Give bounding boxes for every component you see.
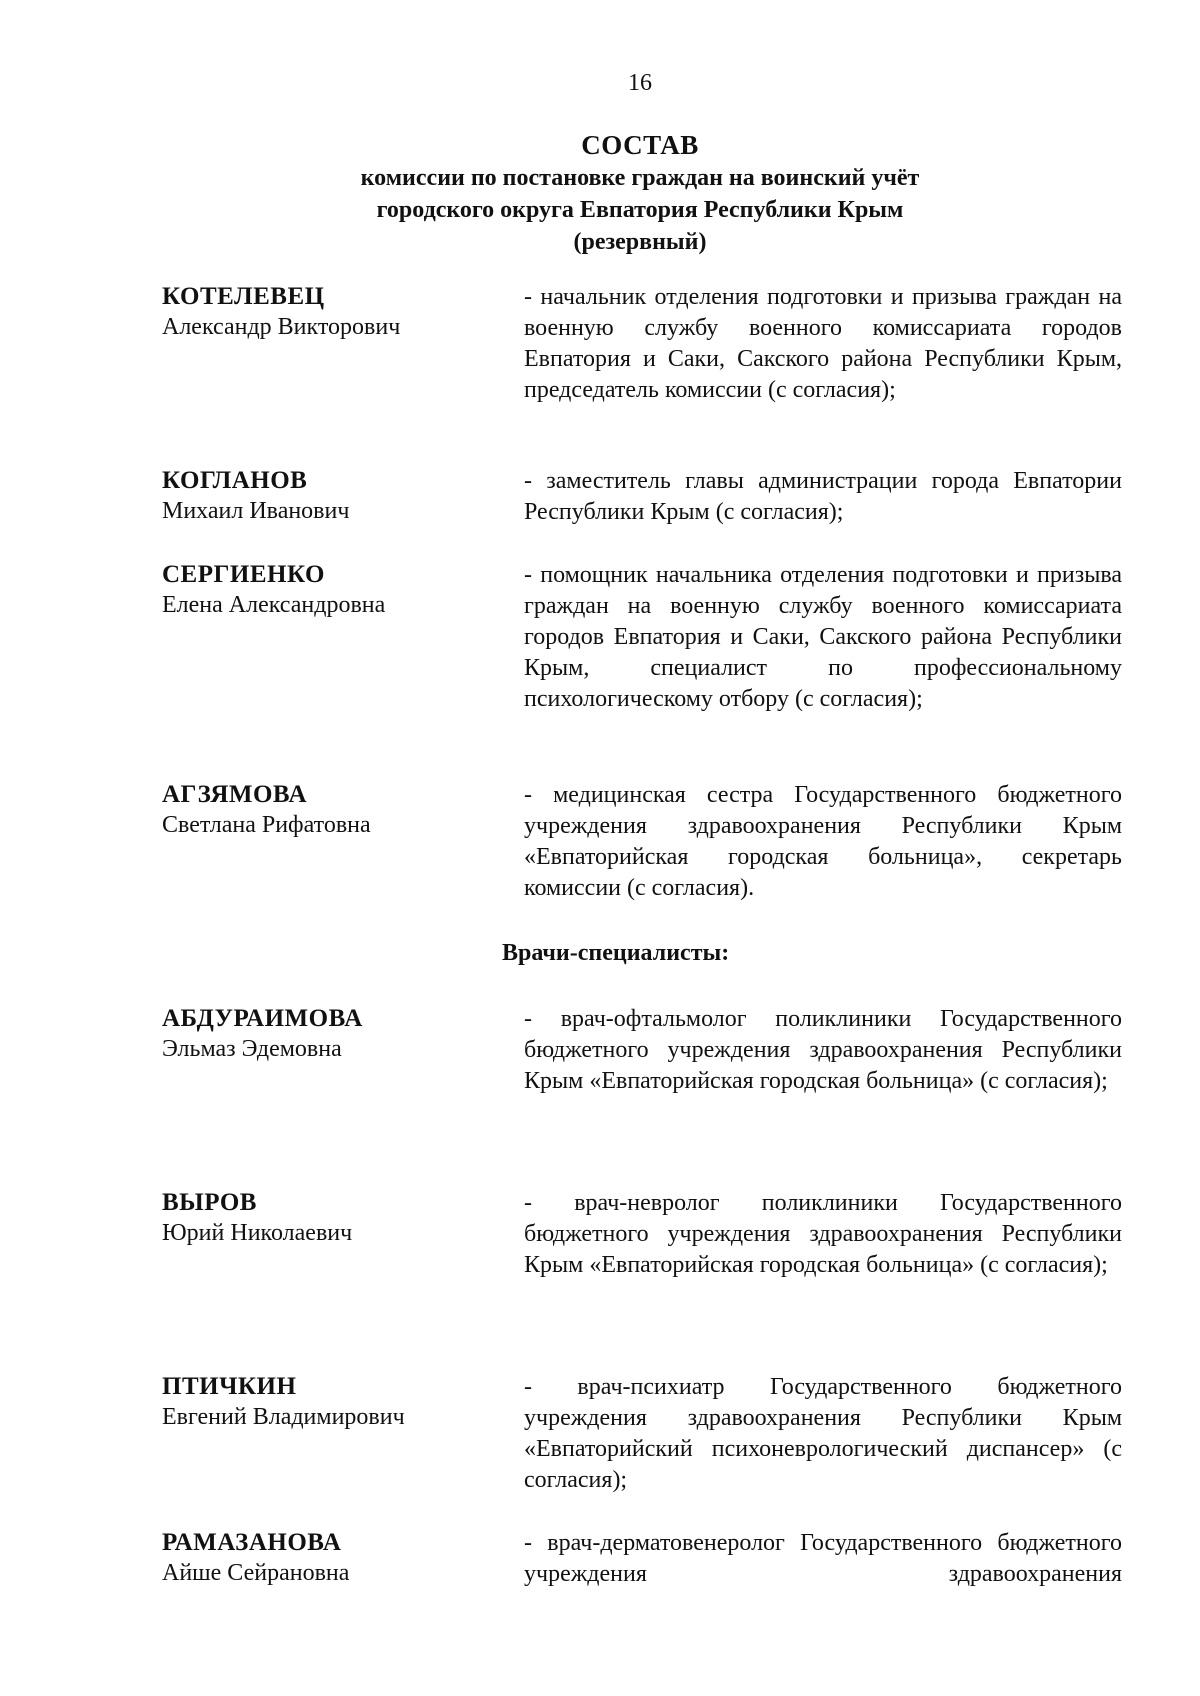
member-surname: КОТЕЛЕВЕЦ [162, 283, 325, 310]
doctor-role: - врач-психиатр Государственного бюджетного учреждения здравоохранения Республики Крым «Евпаторийский психоневрологический диспансер» (с согласия); [524, 1374, 1122, 1493]
title-line-1: комиссии по постановке граждан на воинский учёт [360, 165, 920, 191]
member-person [162, 560, 522, 621]
doctor-surname: АБДУРАИМОВА [162, 1005, 363, 1032]
member-given-name: Елена Александровна [162, 592, 386, 618]
doctor-entry [162, 1528, 1122, 1592]
doctor-entry [162, 1188, 1122, 1348]
member-entry [162, 560, 1122, 750]
doctor-surname: РАМАЗАНОВА [162, 1529, 342, 1556]
doctor-entry [162, 1372, 1122, 1500]
member-given-name: Александр Викторович [162, 314, 401, 340]
member-surname: КОГЛАНОВ [162, 467, 308, 494]
member-entry [162, 282, 1122, 442]
doctor-person [162, 1004, 522, 1065]
doctor-role: - врач-дерматовенеролог Государственного бюджетного учреждения здравоохранения [524, 1530, 1122, 1587]
member-person [162, 282, 522, 343]
page-number: 16 [628, 70, 652, 96]
doctor-given-name: Эльмаз Эдемовна [162, 1036, 342, 1062]
doctor-surname: ПТИЧКИН [162, 1373, 297, 1400]
title-main: СОСТАВ [581, 130, 699, 160]
doctor-entry [162, 1004, 1122, 1164]
member-given-name: Михаил Иванович [162, 498, 350, 524]
doctor-role: - врач-невролог поликлиники Государственного бюджетного учреждения здравоохранения Республики Крым «Евпаторийская городская больница» (с согласия); [524, 1190, 1122, 1278]
member-role: - медицинская сестра Государственного бюджетного учреждения здравоохранения Республики Крым «Евпаторийская городская больница», секретарь комиссии (с согласия). [524, 782, 1122, 901]
document-title [0, 128, 1200, 258]
doctor-given-name: Евгений Владимирович [162, 1404, 405, 1430]
doctor-given-name: Юрий Николаевич [162, 1220, 353, 1246]
title-line-2: городского округа Евпатория Республики Крым [376, 197, 904, 223]
member-entry [162, 780, 1122, 908]
doctor-given-name: Айше Сейрановна [162, 1560, 350, 1586]
doctor-surname: ВЫРОВ [162, 1189, 257, 1216]
section-title: Врачи-специалисты: [502, 940, 730, 966]
doctor-role: - врач-офтальмолог поликлиники Государственного бюджетного учреждения здравоохранения Республики Крым «Евпаторийская городская больница» (с согласия); [524, 1006, 1122, 1094]
member-role: - начальник отделения подготовки и призыва граждан на военную службу военного комиссариата городов Евпатория и Саки, Сакского района Республики Крым, председатель комиссии (с согласия); [524, 284, 1122, 403]
title-line-3: (резервный) [573, 229, 707, 255]
member-role: - заместитель главы администрации города Евпатории Республики Крым (с согласия); [524, 468, 1122, 525]
member-person [162, 466, 522, 527]
member-surname: АГЗЯМОВА [162, 781, 308, 808]
member-given-name: Светлана Рифатовна [162, 812, 371, 838]
doctor-person [162, 1528, 522, 1589]
doctor-person [162, 1188, 522, 1249]
member-surname: СЕРГИЕНКО [162, 561, 325, 588]
member-role: - помощник начальника отделения подготовки и призыва граждан на военную службу военного комиссариата городов Евпатория и Саки, Сакского района Республики Крым, специалист по профессиональному психологическому отбору (с согласия); [524, 562, 1122, 712]
member-person [162, 780, 522, 841]
doctor-person [162, 1372, 522, 1433]
member-entry [162, 466, 1122, 530]
